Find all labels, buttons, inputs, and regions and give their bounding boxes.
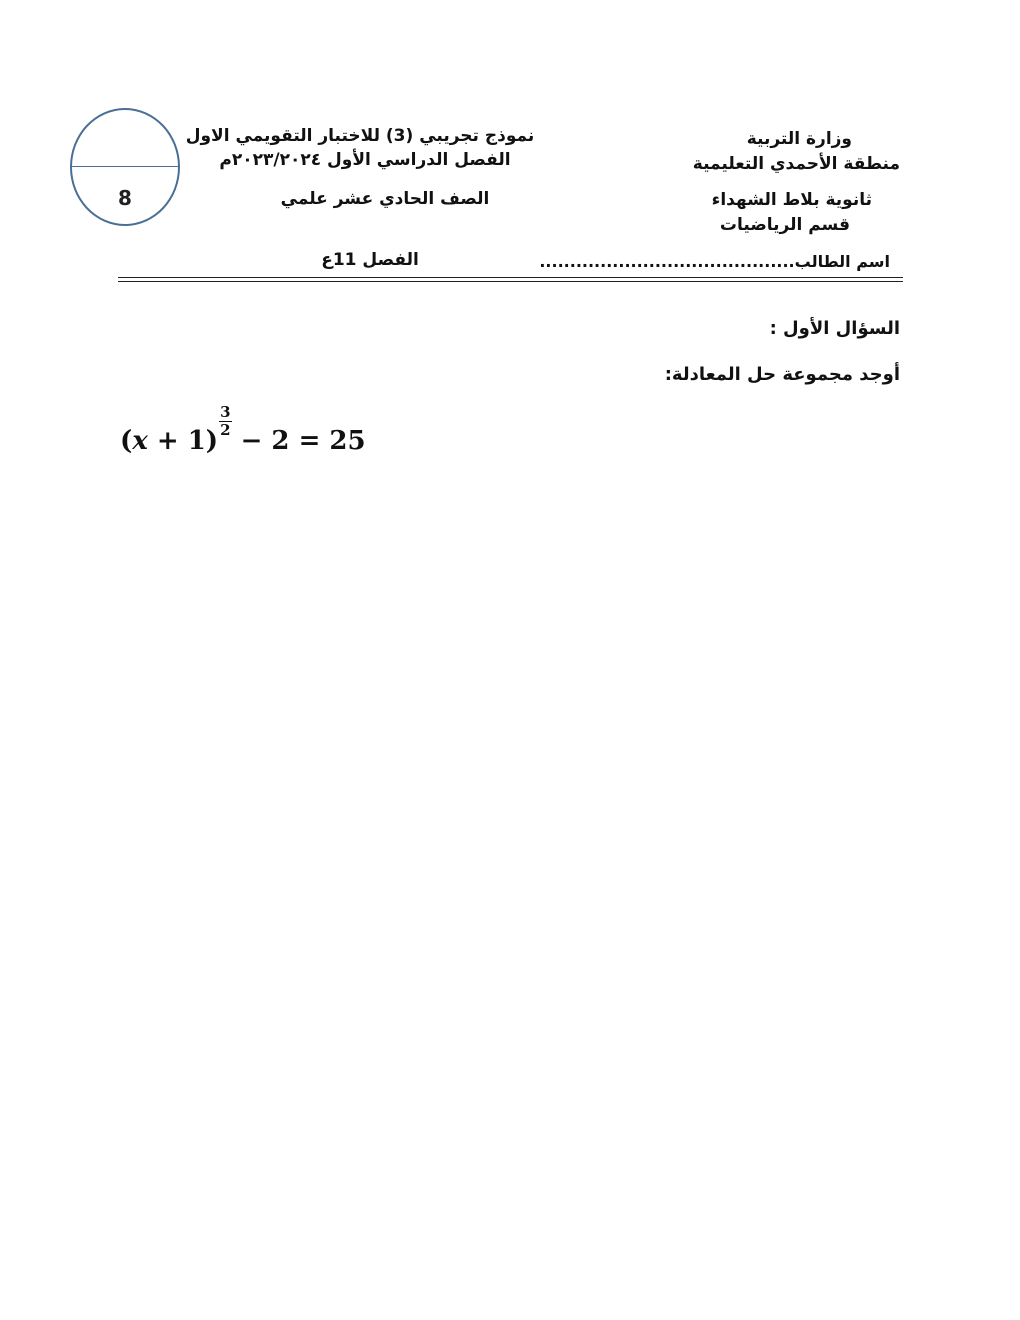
exponent-denominator: 2 (220, 421, 231, 439)
student-name-field[interactable]: اسم الطالب.......................................... (539, 252, 890, 271)
equation-base-rest: + 1) (147, 426, 219, 456)
ministry-label: وزارة التربية (746, 129, 852, 149)
department-label: قسم الرياضيات (719, 215, 850, 235)
score-value: 8 (118, 186, 132, 210)
equation-open-paren: ( (120, 426, 133, 456)
score-circle (70, 108, 180, 226)
school-label: ثانوية بلاط الشهداء (711, 190, 872, 210)
exam-title: نموذج تجريبي (3) للاختبار التقويمي الاول (185, 126, 535, 146)
equation-variable: x (132, 426, 148, 456)
class-label: الفصل 11ع (321, 250, 419, 270)
exponent-numerator: 3 (220, 403, 231, 421)
equation (120, 405, 366, 456)
question-title: السؤال الأول : (769, 318, 900, 339)
region-label: منطقة الأحمدي التعليمية (692, 154, 900, 174)
header-separator (118, 277, 903, 282)
question-instruction: أوجد مجموعة حل المعادلة: (664, 364, 900, 385)
semester-label: الفصل الدراسي الأول ٢٠٢٣/٢٠٢٤م (219, 150, 511, 170)
score-divider (72, 166, 178, 167)
equation-rest: − 2 = 25 (231, 426, 366, 456)
equation-exponent (219, 405, 231, 438)
grade-label: الصف الحادي عشر علمي (280, 189, 490, 209)
